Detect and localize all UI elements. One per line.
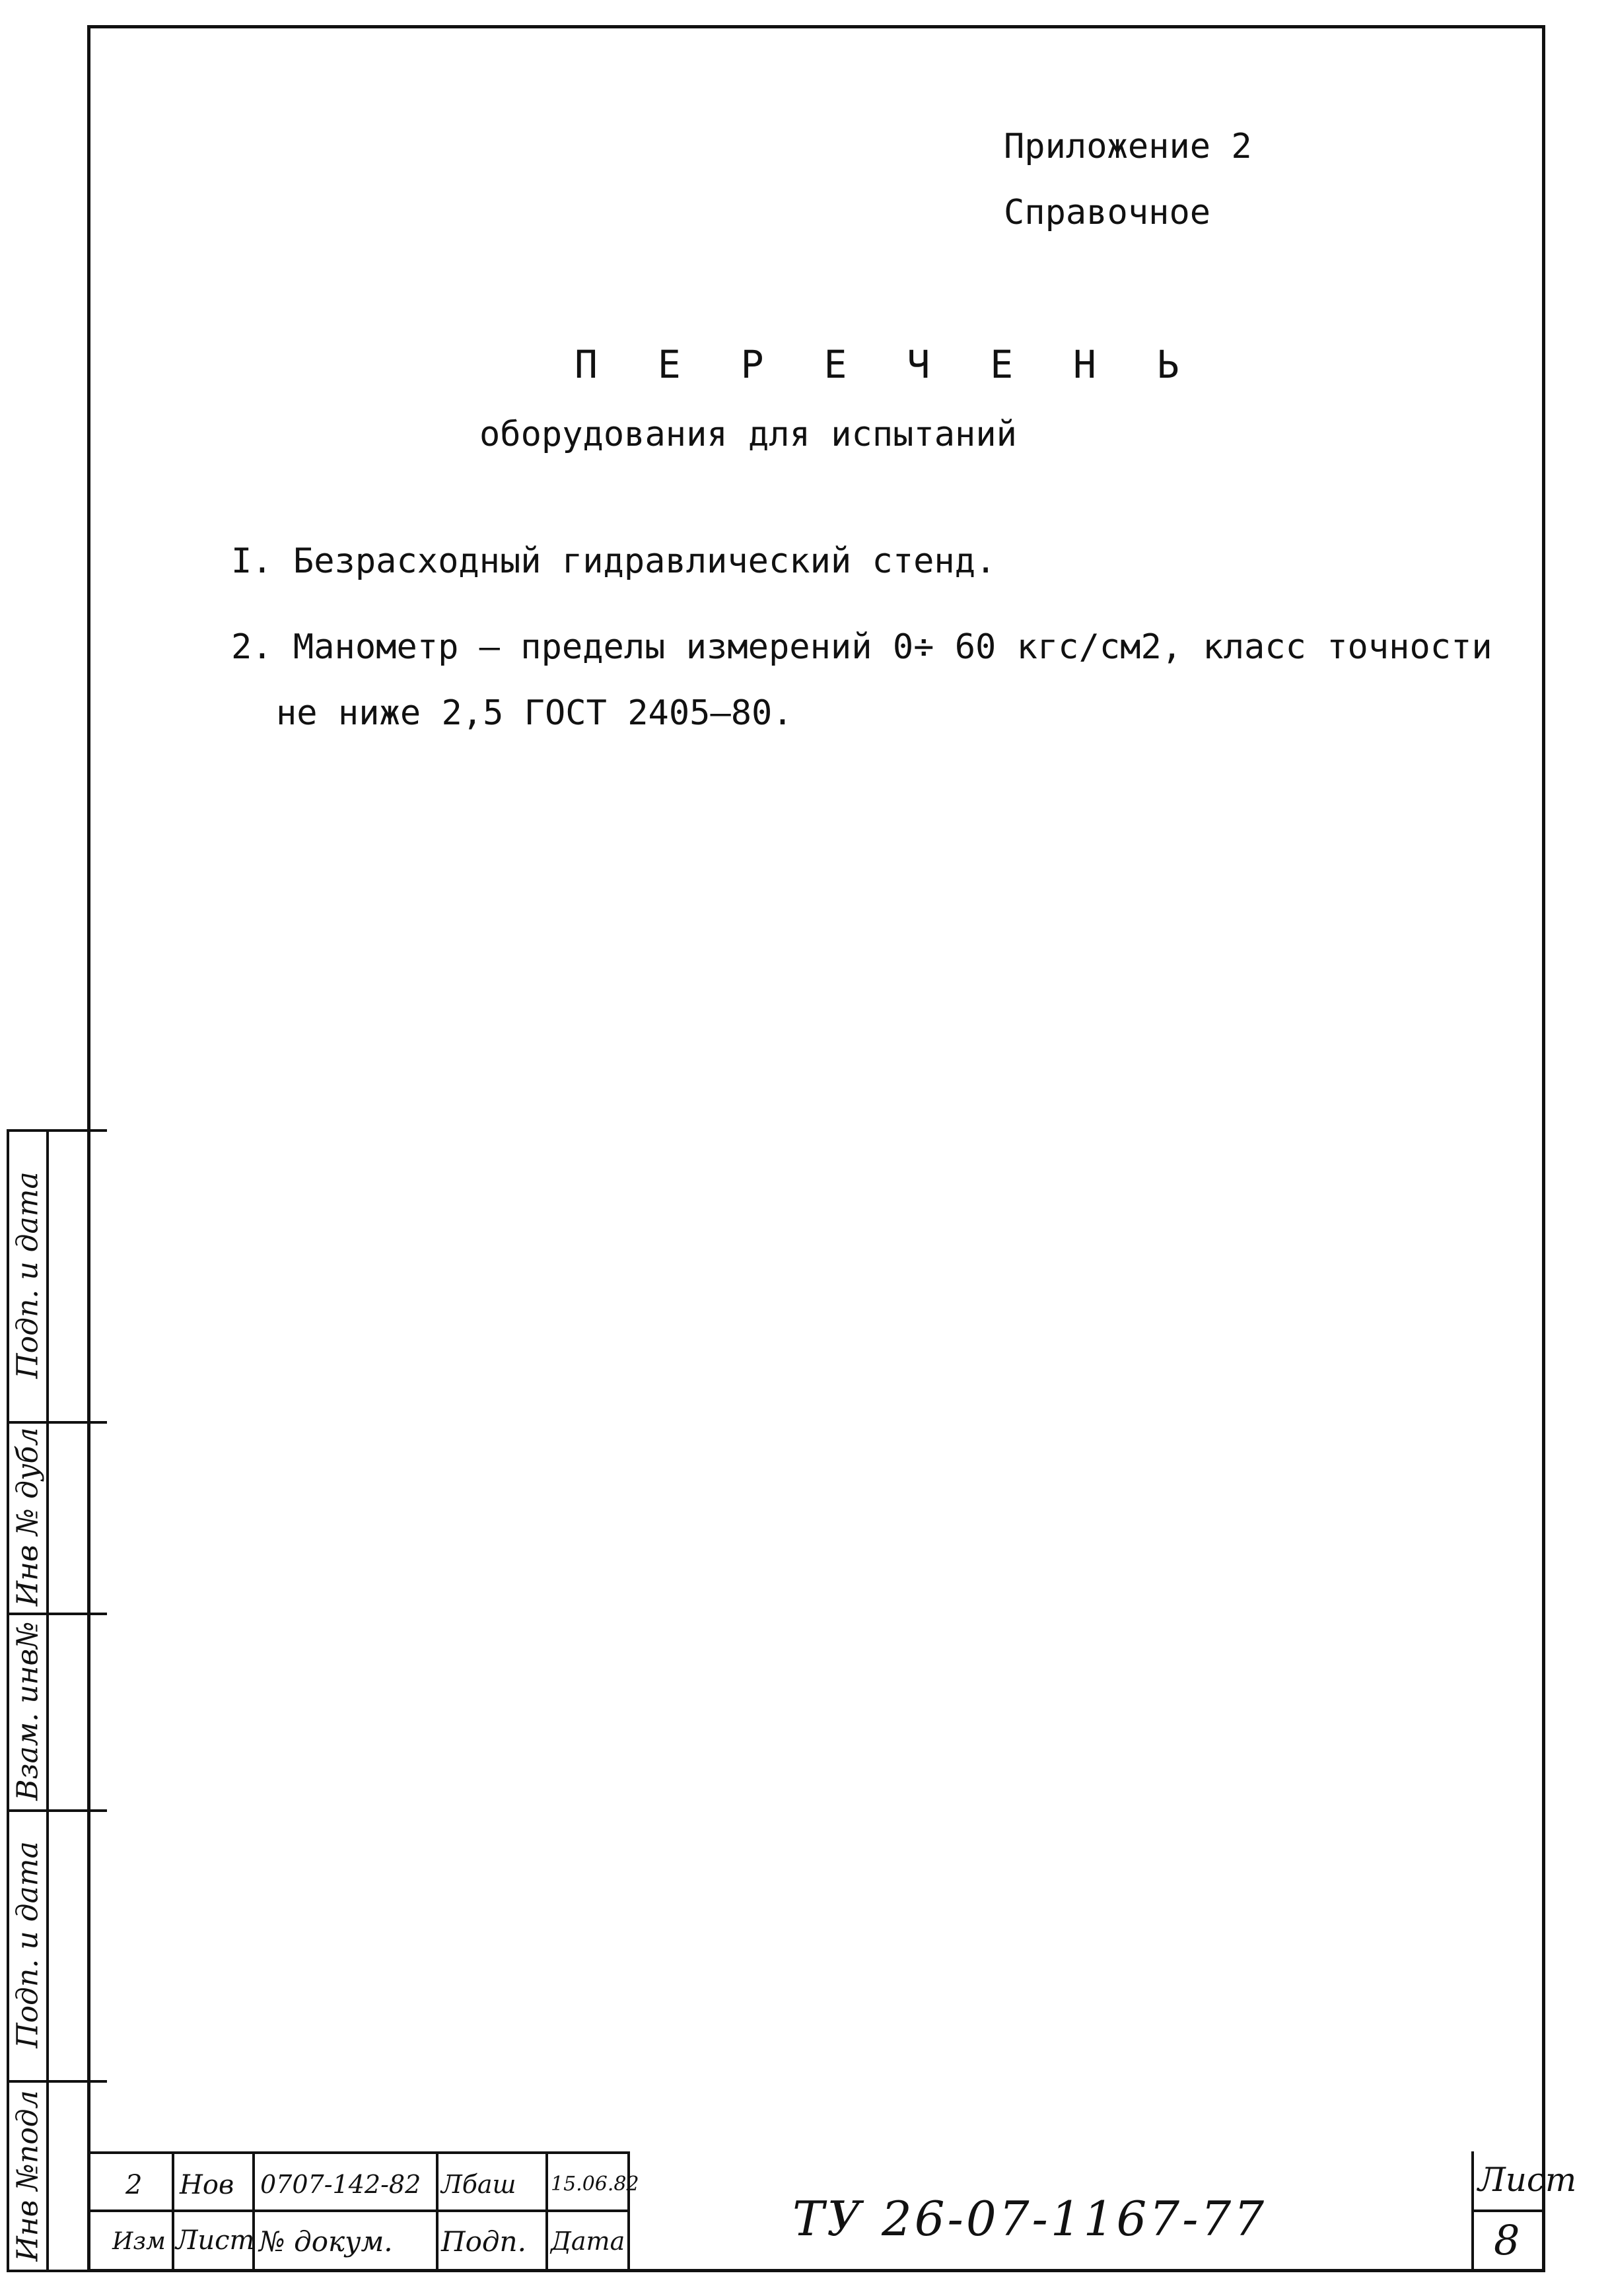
tb-doc-number-label: № докум. [259, 2225, 393, 2258]
margin-cell [7, 1809, 49, 2080]
tb-signature-value: Лбаш [441, 2170, 516, 2199]
tb-doc-number-value: 0707-142-82 [260, 2170, 421, 2199]
title-block-line [87, 2209, 630, 2212]
title-block-line [1471, 2151, 1474, 2270]
margin-label: Подп. и дата [11, 1841, 45, 2048]
document-title: П Е Р Е Ч Е Н Ь [575, 342, 1198, 387]
title-block-line [87, 2151, 630, 2154]
list-item: 2. Манометр – пределы измерений 0÷ 60 кгс/см2, класс точности [231, 627, 1492, 667]
list-item: не ниже 2,5 ГОСТ 2405–80. [276, 693, 793, 733]
sheet-number: 8 [1494, 2216, 1520, 2264]
list-item: I. Безрасходный гидравлический стенд. [231, 541, 997, 581]
tb-date-value: 15.06.82 [551, 2173, 639, 2196]
margin-cell [7, 2080, 49, 2272]
margin-label: Взам. инв№ [11, 1621, 45, 1801]
appendix-label: Приложение 2 [1004, 127, 1252, 166]
margin-label: Инв № дубл [11, 1427, 45, 1607]
title-block-line [172, 2151, 174, 2270]
margin-cell [7, 1421, 49, 1613]
reference-label: Справочное [1004, 193, 1211, 232]
sheet-label: Лист [1478, 2161, 1577, 2199]
document-subtitle: оборудования для испытаний [479, 415, 1017, 454]
margin-label: Подп. и дата [11, 1171, 45, 1379]
tb-date-label: Дата [551, 2227, 625, 2256]
tb-izm-value: 2 [125, 2170, 143, 2200]
tb-list-label: Лист [176, 2225, 255, 2256]
title-block-line [436, 2151, 438, 2270]
title-block-line [1474, 2209, 1545, 2212]
tb-izm-label: Изм [112, 2228, 166, 2255]
margin-cell [7, 1613, 49, 1809]
margin-label: Инв №подл [11, 2090, 45, 2262]
tb-list-value: Нов [180, 2170, 234, 2200]
document-designation: ТУ 26-07-1167-77 [792, 2191, 1267, 2246]
tb-signature-label: Подп. [441, 2225, 526, 2258]
margin-cell [7, 1129, 49, 1421]
page-frame-bottom [87, 2269, 1545, 2272]
title-block-line [545, 2151, 548, 2270]
title-block-line [627, 2151, 630, 2270]
